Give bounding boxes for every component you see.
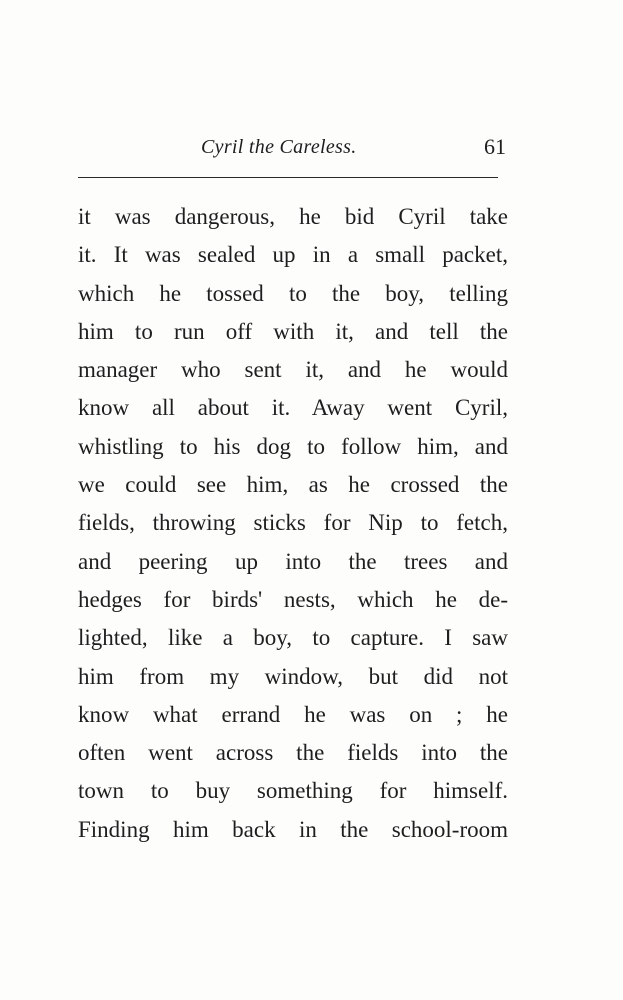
text-line: it was dangerous, he bid Cyril take bbox=[78, 204, 508, 229]
text-line: Finding him back in the school-room bbox=[78, 816, 508, 842]
body-text bbox=[78, 198, 508, 849]
text-line: often went across the fields into the bbox=[78, 740, 508, 766]
text-line: know all about it. Away went Cyril, bbox=[78, 395, 508, 421]
text-line: hedges for birds' nests, which he de- bbox=[78, 586, 508, 612]
page-number: 61 bbox=[484, 134, 506, 159]
text-line: manager who sent it, and he would bbox=[78, 357, 508, 383]
header-rule bbox=[78, 177, 498, 178]
text-line: lighted, like a boy, to capture. I saw bbox=[78, 625, 508, 651]
running-title: Cyril the Careless. bbox=[201, 136, 357, 158]
text-line: know what errand he was on ; he bbox=[78, 701, 508, 727]
text-line: and peering up into the trees and bbox=[78, 548, 508, 574]
running-head bbox=[78, 136, 506, 166]
text-line: town to buy something for himself. bbox=[78, 778, 508, 804]
text-line: which he tossed to the boy, telling bbox=[78, 280, 508, 306]
text-line: fields, throwing sticks for Nip to fetch, bbox=[78, 510, 508, 536]
text-line: him to run off with it, and tell the bbox=[78, 318, 508, 344]
text-line: we could see him, as he crossed the bbox=[78, 472, 508, 498]
text-line: him from my window, but did not bbox=[78, 663, 508, 689]
text-line: whistling to his dog to follow him, and bbox=[78, 433, 508, 459]
text-line: it. It was sealed up in a small packet, bbox=[78, 242, 508, 268]
